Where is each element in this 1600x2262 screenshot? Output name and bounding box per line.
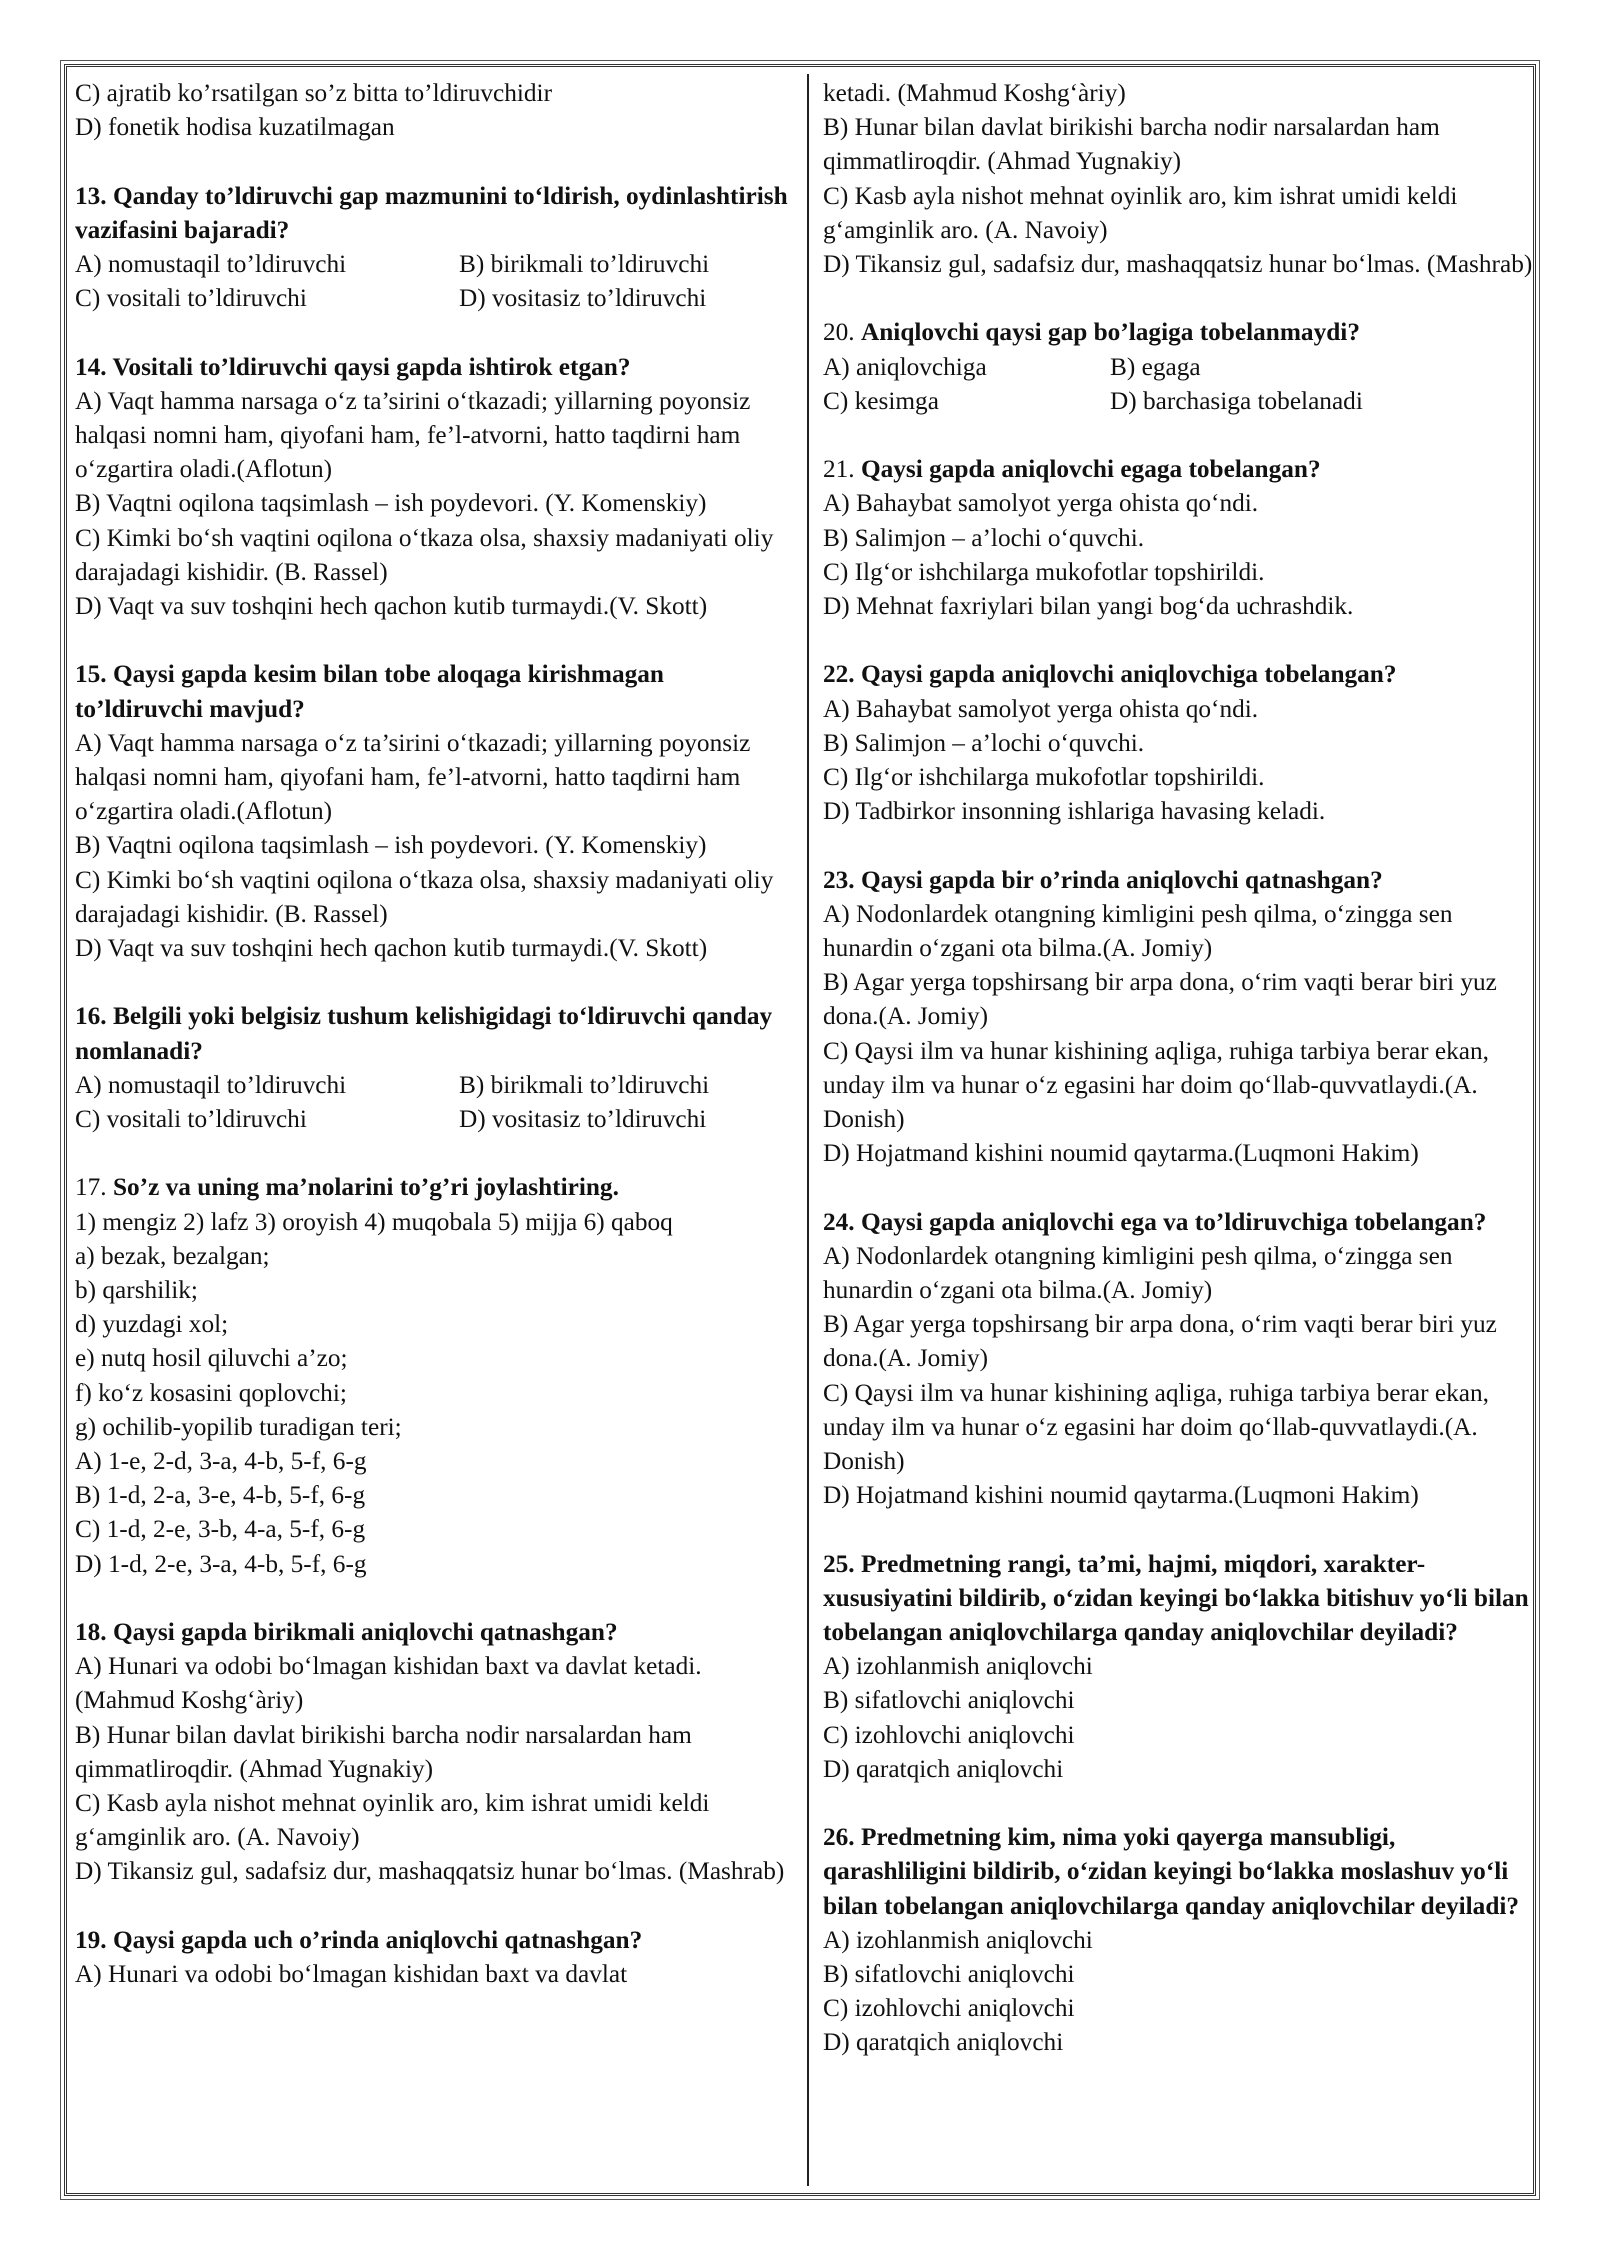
question-stem: 15. Qaysi gapda kesim bilan tobe aloqaga kirishmagan to’ldiruvchi mavjud? xyxy=(75,660,664,723)
option-c: C) izohlovchi aniqlovchi xyxy=(823,1994,1075,2023)
option-c: C) 1-d, 2-e, 3-b, 4-a, 5-f, 6-g xyxy=(75,1515,366,1544)
option-d: D) qaratqich aniqlovchi xyxy=(823,1754,1064,1783)
option-c: C) vositali to’ldiruvchi xyxy=(75,284,307,313)
option-b: B) Hunar bilan davlat birikishi barcha nodir narsalardan ham qimmatliroqdir. (Ahmad Yugnakiy) xyxy=(823,113,1440,176)
question-23 xyxy=(823,863,1535,1171)
option-a: A) Bahaybat samolyot yerga ohista qo‘ndi. xyxy=(823,694,1259,723)
question-16 xyxy=(75,999,795,1136)
option-a-continued: ketadi. (Mahmud Koshg‘àriy) xyxy=(823,79,1126,107)
option-c: C) Ilg‘or ishchilarga mukofotlar topshirildi. xyxy=(823,763,1265,792)
question-15 xyxy=(75,657,795,965)
question-stem: 13. Qanday to’ldiruvchi gap mazmunini to‘ldirish, oydinlashtirish vazifasini bajaradi? xyxy=(75,181,788,244)
question-17 xyxy=(75,1170,795,1580)
option-row xyxy=(75,1102,795,1136)
option-row xyxy=(823,384,1535,418)
option-d: D) Vaqt va suv toshqini hech qachon kutib turmaydi.(V. Skott) xyxy=(75,934,708,963)
option-b: B) Salimjon – a’lochi o‘quvchi. xyxy=(823,523,1145,552)
option-b: B) Vaqtni oqilona taqsimlash – ish poydevori. (Y. Komenskiy) xyxy=(75,489,707,518)
question-19 xyxy=(75,1923,795,1991)
option-b: B) Vaqtni oqilona taqsimlash – ish poydevori. (Y. Komenskiy) xyxy=(75,831,707,860)
question-stem: 26. Predmetning kim, nima yoki qayerga mansubligi, qarashliligini bildirib, o‘zidan keyingi bo‘lakka moslashuv yo‘li bilan tobelangan aniqlovchilarga qanday aniqlovchilar deyiladi? xyxy=(823,1823,1520,1920)
option-b: B) sifatlovchi aniqlovchi xyxy=(823,1960,1075,1989)
question-25 xyxy=(823,1547,1535,1786)
column-divider xyxy=(807,74,809,2186)
option-a: A) Hunari va odobi bo‘lmagan kishidan baxt va davlat ketadi. (Mahmud Koshg‘àriy) xyxy=(75,1652,702,1715)
question-12-tail xyxy=(75,76,795,144)
option-a: A) izohlanmish aniqlovchi xyxy=(823,1925,1093,1954)
option-c: C) vositali to’ldiruvchi xyxy=(75,1105,307,1134)
question-stem: 16. Belgili yoki belgisiz tushum kelishigidagi to‘ldiruvchi qanday nomlanadi? xyxy=(75,1002,773,1065)
meaning-d: d) yuzdagi xol; xyxy=(75,1310,229,1339)
option-a: A) aniqlovchiga xyxy=(823,352,987,381)
question-stem: 18. Qaysi gapda birikmali aniqlovchi qatnashgan? xyxy=(75,1618,618,1647)
question-19-continued xyxy=(823,76,1535,281)
option-c: C) kesimga xyxy=(823,386,939,415)
option-c: C) Ilg‘or ishchilarga mukofotlar topshirildi. xyxy=(823,557,1265,586)
option-d: D) Tikansiz gul, sadafsiz dur, mashaqqatsiz hunar bo‘lmas. (Mashrab) xyxy=(823,250,1533,279)
option-b: B) Hunar bilan davlat birikishi barcha nodir narsalardan ham qimmatliroqdir. (Ahmad Yugnakiy) xyxy=(75,1720,692,1783)
option-d: D) Mehnat faxriylari bilan yangi bog‘da uchrashdik. xyxy=(823,592,1354,621)
question-stem: 24. Qaysi gapda aniqlovchi ega va to’ldiruvchiga tobelangan? xyxy=(823,1207,1487,1236)
question-24 xyxy=(823,1205,1535,1513)
option-a: A) izohlanmish aniqlovchi xyxy=(823,1652,1093,1681)
question-stem: 22. Qaysi gapda aniqlovchi aniqlovchiga tobelangan? xyxy=(823,660,1397,689)
option-d: D) 1-d, 2-e, 3-a, 4-b, 5-f, 6-g xyxy=(75,1549,367,1578)
option-c: C) Qaysi ilm va hunar kishining aqliga, ruhiga tarbiya berar ekan, unday ilm va hunar o‘z egasini har doim qo‘llab-quvvatlaydi.(A. Donish) xyxy=(823,1378,1489,1476)
meaning-g: g) ochilib-yopilib turadigan teri; xyxy=(75,1412,402,1441)
option-d: D) Tadbirkor insonning ishlariga havasing keladi. xyxy=(823,797,1326,826)
option-c: C) ajratib ko’rsatilgan so’z bitta to’ldiruvchidir xyxy=(75,79,552,107)
question-21 xyxy=(823,452,1535,623)
option-c: C) Qaysi ilm va hunar kishining aqliga, ruhiga tarbiya berar ekan, unday ilm va hunar o‘z egasini har doim qo‘llab-quvvatlaydi.(A. Donish) xyxy=(823,1036,1489,1134)
meaning-e: e) nutq hosil qiluvchi a’zo; xyxy=(75,1344,348,1373)
question-text: So’z va uning ma’nolarini to’g’ri joylashtiring. xyxy=(112,1173,619,1202)
option-a: A) 1-e, 2-d, 3-a, 4-b, 5-f, 6-g xyxy=(75,1447,367,1476)
option-a: A) Vaqt hamma narsaga o‘z ta’sirini o‘tkazadi; yillarning poyonsiz halqasi nomni ham, qiyofani ham, fe’l-atvorni, hatto taqdirni ham o‘zgartira oladi.(Aflotun) xyxy=(75,386,751,484)
option-a: A) nomustaqil to’ldiruvchi xyxy=(75,1070,347,1099)
option-b: B) egaga xyxy=(1110,352,1201,381)
option-b: B) birikmali to’ldiruvchi xyxy=(459,1070,710,1099)
question-stem xyxy=(75,1170,795,1204)
option-c: C) Kasb ayla nishot mehnat oyinlik aro, kim ishrat umidi keldi g‘amginlik aro. (A. Navoiy) xyxy=(75,1789,710,1852)
question-stem xyxy=(823,452,1535,486)
question-text: Qaysi gapda aniqlovchi egaga tobelangan? xyxy=(860,455,1321,484)
option-b: B) 1-d, 2-a, 3-e, 4-b, 5-f, 6-g xyxy=(75,1481,366,1510)
option-row xyxy=(75,1068,795,1102)
option-b: B) Agar yerga topshirsang bir arpa dona, o‘rim vaqti berar biri yuz dona.(A. Jomiy) xyxy=(823,968,1497,1031)
option-a: A) Bahaybat samolyot yerga ohista qo‘ndi. xyxy=(823,489,1259,518)
option-c: C) Kimki bo‘sh vaqtini oqilona o‘tkaza olsa, shaxsiy madaniyati oliy darajadagi kishidir. (B. Rassel) xyxy=(75,865,774,928)
option-row xyxy=(75,281,795,315)
question-18 xyxy=(75,1615,795,1889)
option-row xyxy=(75,247,795,281)
option-row xyxy=(823,350,1535,384)
right-column xyxy=(823,76,1535,2060)
question-number: 21. xyxy=(823,455,855,484)
option-a: A) Hunari va odobi bo‘lmagan kishidan baxt va davlat xyxy=(75,1960,628,1989)
question-stem: 14. Vositali to’ldiruvchi qaysi gapda ishtirok etgan? xyxy=(75,352,631,381)
option-d: D) qaratqich aniqlovchi xyxy=(823,2028,1064,2057)
option-a: A) Nodonlardek otangning kimligini pesh qilma, o‘zingga sen hunardin o‘zgani ota bilma.(A. Jomiy) xyxy=(823,899,1453,963)
question-text: Aniqlovchi qaysi gap bo’lagiga tobelanmaydi? xyxy=(860,318,1360,347)
option-d: D) Tikansiz gul, sadafsiz dur, mashaqqatsiz hunar bo‘lmas. (Mashrab) xyxy=(75,1857,785,1886)
option-a: A) Vaqt hamma narsaga o‘z ta’sirini o‘tkazadi; yillarning poyonsiz halqasi nomni ham, qiyofani ham, fe’l-atvorni, hatto taqdirni ham o‘zgartira oladi.(Aflotun) xyxy=(75,728,751,826)
option-b: B) birikmali to’ldiruvchi xyxy=(459,250,710,278)
option-d: D) vositasiz to’ldiruvchi xyxy=(459,1105,707,1134)
option-a: A) nomustaqil to’ldiruvchi xyxy=(75,250,347,278)
option-b: B) Agar yerga topshirsang bir arpa dona, o‘rim vaqti berar biri yuz dona.(A. Jomiy) xyxy=(823,1310,1497,1373)
option-d: D) vositasiz to’ldiruvchi xyxy=(459,284,707,313)
question-13 xyxy=(75,179,795,316)
meaning-f: f) ko‘z kosasini qoplovchi; xyxy=(75,1378,347,1407)
question-stem: 19. Qaysi gapda uch o’rinda aniqlovchi qatnashgan? xyxy=(75,1925,643,1954)
question-22 xyxy=(823,657,1535,828)
meaning-a: a) bezak, bezalgan; xyxy=(75,1241,270,1270)
option-a: A) Nodonlardek otangning kimligini pesh qilma, o‘zingga sen hunardin o‘zgani ota bilma.(A. Jomiy) xyxy=(823,1241,1453,1305)
word-list: 1) mengiz 2) lafz 3) oroyish 4) muqobala 5) mijja 6) qaboq xyxy=(75,1207,673,1236)
option-c: C) izohlovchi aniqlovchi xyxy=(823,1720,1075,1749)
option-d: D) Vaqt va suv toshqini hech qachon kutib turmaydi.(V. Skott) xyxy=(75,592,708,621)
question-stem xyxy=(823,315,1535,349)
option-d: D) fonetik hodisa kuzatilmagan xyxy=(75,113,395,142)
left-column xyxy=(75,76,795,1991)
option-b: B) sifatlovchi aniqlovchi xyxy=(823,1686,1075,1715)
option-d: D) Hojatmand kishini noumid qaytarma.(Luqmoni Hakim) xyxy=(823,1481,1419,1510)
option-c: C) Kasb ayla nishot mehnat oyinlik aro, kim ishrat umidi keldi g‘amginlik aro. (A. Navoiy) xyxy=(823,181,1458,244)
question-number: 17. xyxy=(75,1173,107,1202)
question-stem: 23. Qaysi gapda bir o’rinda aniqlovchi qatnashgan? xyxy=(823,865,1383,894)
question-14 xyxy=(75,350,795,624)
option-d: D) barchasiga tobelanadi xyxy=(1110,386,1363,415)
option-d: D) Hojatmand kishini noumid qaytarma.(Luqmoni Hakim) xyxy=(823,1139,1419,1168)
option-b: B) Salimjon – a’lochi o‘quvchi. xyxy=(823,728,1145,757)
option-c: C) Kimki bo‘sh vaqtini oqilona o‘tkaza olsa, shaxsiy madaniyati oliy darajadagi kishidir. (B. Rassel) xyxy=(75,523,774,586)
question-stem: 25. Predmetning rangi, ta’mi, hajmi, miqdori, xarakter-xususiyatini bildirib, o‘zidan keyingi bo‘lakka bitishuv yo‘li bilan tobelangan aniqlovchilarga qanday aniqlovchilar deyiladi? xyxy=(823,1549,1529,1647)
question-26 xyxy=(823,1820,1535,2059)
meaning-b: b) qarshilik; xyxy=(75,1276,198,1305)
question-20 xyxy=(823,315,1535,418)
question-number: 20. xyxy=(823,318,855,347)
